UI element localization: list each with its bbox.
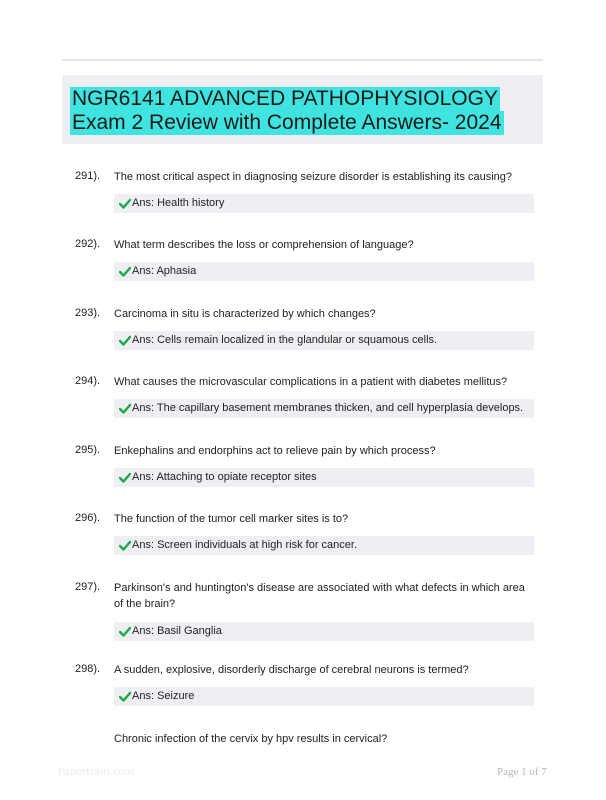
- answer-box: [114, 331, 534, 350]
- check-icon: [119, 335, 131, 346]
- answer-text: Ans: Aphasia: [132, 265, 197, 277]
- question-number: 297).: [75, 581, 101, 593]
- check-icon: [119, 691, 131, 702]
- title-banner: [62, 75, 543, 144]
- question-number: 296).: [75, 512, 101, 524]
- top-divider: [62, 59, 543, 61]
- question-text: The function of the tumor cell marker sites is to?: [114, 513, 349, 525]
- answer-box: [114, 687, 534, 706]
- question-text: What causes the microvascular complications in a patient with diabetes mellitus?: [114, 376, 508, 388]
- answer-box: [114, 194, 534, 213]
- question-text: Enkephalins and endorphins act to relieve pain by which process?: [114, 445, 436, 457]
- question-number: 295).: [75, 444, 101, 456]
- question-text: What term describes the loss or comprehension of language?: [114, 239, 414, 251]
- question-number: 291).: [75, 170, 101, 182]
- question-text: The most critical aspect in diagnosing seizure disorder is establishing its causing?: [114, 171, 513, 183]
- answer-text: Ans: Health history: [132, 197, 225, 209]
- answer-text: Ans: Seizure: [132, 690, 195, 702]
- answer-box: [114, 399, 534, 418]
- answer-text: Ans: Screen individuals at high risk for cancer.: [132, 539, 358, 551]
- answer-text: Ans: Basil Ganglia: [132, 625, 222, 637]
- answer-box: [114, 262, 534, 281]
- answer-box: [114, 536, 534, 555]
- answer-box: [114, 468, 534, 487]
- question-text: A sudden, explosive, disorderly discharge of cerebral neurons is termed?: [114, 664, 469, 676]
- question-number: 298).: [75, 663, 101, 675]
- title-line-1: NGR6141 ADVANCED PATHOPHYSIOLOGY: [72, 87, 498, 110]
- next-question-text: Chronic infection of the cervix by hpv results in cervical?: [114, 733, 388, 745]
- answer-text: Ans: The capillary basement membranes thicken, and cell hyperplasia develops.: [132, 402, 524, 414]
- question-number: 294).: [75, 375, 101, 387]
- footer-watermark: Papertrain.com: [58, 767, 135, 778]
- check-icon: [119, 540, 131, 551]
- page-number: Page 1 of 7: [497, 766, 547, 778]
- check-icon: [119, 403, 131, 414]
- check-icon: [119, 266, 131, 277]
- answer-box: [114, 622, 534, 641]
- answer-text: Ans: Cells remain localized in the glandular or squamous cells.: [132, 334, 438, 346]
- check-icon: [119, 198, 131, 209]
- check-icon: [119, 472, 131, 483]
- answer-text: Ans: Attaching to opiate receptor sites: [132, 471, 317, 483]
- question-number: 292).: [75, 238, 101, 250]
- title-line-2: Exam 2 Review with Complete Answers- 2024: [72, 111, 502, 134]
- check-icon: [119, 626, 131, 637]
- question-text: Carcinoma in situ is characterized by which changes?: [114, 308, 376, 320]
- question-number: 293).: [75, 307, 101, 319]
- question-text: Parkinson's and huntington's disease are associated with what defects in which area of the brain?: [114, 582, 525, 610]
